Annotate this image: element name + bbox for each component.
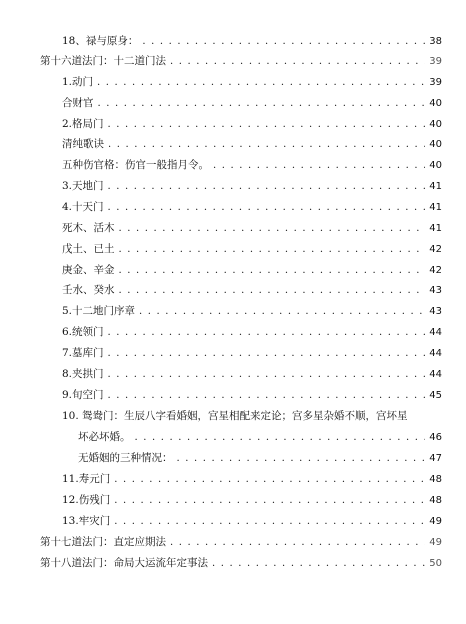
toc-entry-page: 48	[429, 474, 442, 485]
dot-leader	[119, 262, 426, 280]
toc-entry[interactable]	[62, 94, 442, 112]
toc-entry[interactable]	[62, 323, 442, 341]
toc-entry[interactable]	[62, 386, 442, 404]
toc-entry-label: 11.寿元门	[62, 473, 111, 485]
dot-leader	[108, 345, 426, 363]
toc-entry[interactable]	[62, 365, 442, 383]
toc-entry-label: 6.统领门	[62, 326, 104, 338]
toc-entry-label: 10. 鸳鸯门：生辰八字看婚姻，宫星相配来定论；宫多星杂婚不顺，宫坏星	[62, 410, 408, 422]
dot-leader	[170, 534, 425, 552]
toc-entry-page: 49	[429, 516, 442, 527]
toc-entry[interactable]	[62, 491, 442, 509]
toc-entry-label: 13.牢灾门	[62, 515, 111, 527]
toc-entry-page: 40	[429, 119, 442, 130]
toc-entry-page: 42	[429, 265, 442, 276]
dot-leader	[108, 136, 425, 154]
toc-entry[interactable]	[62, 135, 442, 153]
dot-leader	[119, 220, 426, 238]
toc-entry[interactable]	[62, 261, 442, 279]
toc-entry-label: 18、禄与原身：	[62, 35, 139, 47]
toc-entry-page: 46	[429, 432, 442, 443]
toc-entry-label: 7.墓库门	[62, 347, 104, 359]
toc-entry-label: 第十七道法门：直定应期法	[40, 536, 166, 548]
dot-leader	[119, 282, 426, 300]
toc-entry-label: 2.格局门	[62, 118, 104, 130]
toc-entry-page: 44	[429, 348, 442, 359]
dot-leader	[108, 116, 426, 134]
toc-entry[interactable]	[62, 73, 442, 91]
toc-entry-page: 44	[429, 369, 442, 380]
toc-entry-label: 合财官	[62, 97, 94, 109]
toc-entry-label: 庚金、辛金	[62, 264, 115, 276]
toc-entry[interactable]	[62, 512, 442, 530]
toc-entry-multiline-first[interactable]	[62, 407, 442, 425]
toc-entry-label: 12.伤残门	[62, 494, 111, 506]
toc-entry-multiline-continuation[interactable]	[78, 428, 442, 446]
dot-leader	[108, 199, 426, 217]
toc-entry-page: 50	[429, 558, 442, 569]
toc-entry[interactable]	[62, 302, 442, 320]
toc-entry-page: 40	[429, 160, 442, 171]
toc-entry-page: 41	[429, 181, 442, 192]
toc-entry[interactable]	[62, 219, 442, 237]
toc-entry-page: 40	[429, 98, 442, 109]
toc-entry-page: 43	[429, 285, 442, 296]
dot-leader	[170, 53, 425, 71]
toc-entry-label: 坏必坏婚。	[78, 431, 131, 443]
toc-chapter-entry[interactable]	[40, 554, 442, 572]
toc-entry-label: 3.天地门	[62, 180, 104, 192]
dot-leader	[119, 241, 426, 259]
toc-entry-page: 43	[429, 306, 442, 317]
toc-entry-label: 8.夹拱门	[62, 368, 104, 380]
toc-entry-page: 42	[429, 244, 442, 255]
toc-entry[interactable]	[62, 177, 442, 195]
toc-entry[interactable]	[62, 470, 442, 488]
toc-entry-label: 1.动门	[62, 76, 94, 88]
toc-entry[interactable]	[62, 156, 442, 174]
toc-entry-page: 49	[429, 537, 442, 548]
toc-entry-label: 9.旬空门	[62, 389, 104, 401]
dot-leader	[108, 366, 426, 384]
toc-entry[interactable]	[62, 115, 442, 133]
toc-entry-page: 40	[429, 139, 442, 150]
dot-leader	[142, 33, 425, 51]
toc-entry-label: 五种伤官格：伤官一般指月令。	[62, 159, 209, 171]
dot-leader	[108, 387, 426, 405]
toc-entry-page: 41	[429, 223, 442, 234]
toc-entry-page: 39	[429, 56, 442, 67]
toc-entry-label: 无婚姻的三种情况：	[78, 452, 173, 464]
dot-leader	[213, 157, 425, 175]
toc-entry-label: 戊土、已土	[62, 243, 115, 255]
toc-entry-label: 4.十天门	[62, 201, 104, 213]
toc-entry[interactable]	[62, 281, 442, 299]
dot-leader	[98, 95, 426, 113]
toc-entry[interactable]	[62, 344, 442, 362]
toc-entry[interactable]	[62, 198, 442, 216]
dot-leader	[212, 555, 425, 573]
toc-entry-label: 壬水、癸水	[62, 284, 115, 296]
toc-entry-label: 第十八道法门：命局大运流年定事法	[40, 557, 208, 569]
toc-entry-page: 44	[429, 327, 442, 338]
toc-entry-page: 38	[429, 36, 442, 47]
toc-entry-label: 5.十二地门序章	[62, 305, 136, 317]
toc-entry-label: 清纯歌诀	[62, 138, 104, 150]
toc-entry-label: 第十六道法门：十二道门法	[40, 55, 166, 67]
toc-chapter-entry[interactable]	[40, 533, 442, 551]
toc-entry[interactable]	[62, 240, 442, 258]
dot-leader	[108, 324, 426, 342]
toc-entry[interactable]	[78, 449, 442, 467]
dot-leader	[114, 513, 425, 531]
dot-leader	[177, 450, 426, 468]
dot-leader	[135, 429, 426, 447]
dot-leader	[114, 471, 425, 489]
dot-leader	[108, 178, 426, 196]
toc-entry-page: 39	[429, 77, 442, 88]
dot-leader	[97, 74, 425, 92]
toc-entry-page: 48	[429, 495, 442, 506]
toc-entry-label: 死木、活木	[62, 222, 115, 234]
dot-leader	[139, 303, 425, 321]
toc-entry-page: 45	[429, 390, 442, 401]
dot-leader	[114, 492, 425, 510]
toc-entry-page: 47	[429, 453, 442, 464]
toc-entry-page: 41	[429, 202, 442, 213]
toc-entry[interactable]	[62, 32, 442, 50]
toc-chapter-entry[interactable]	[40, 52, 442, 70]
